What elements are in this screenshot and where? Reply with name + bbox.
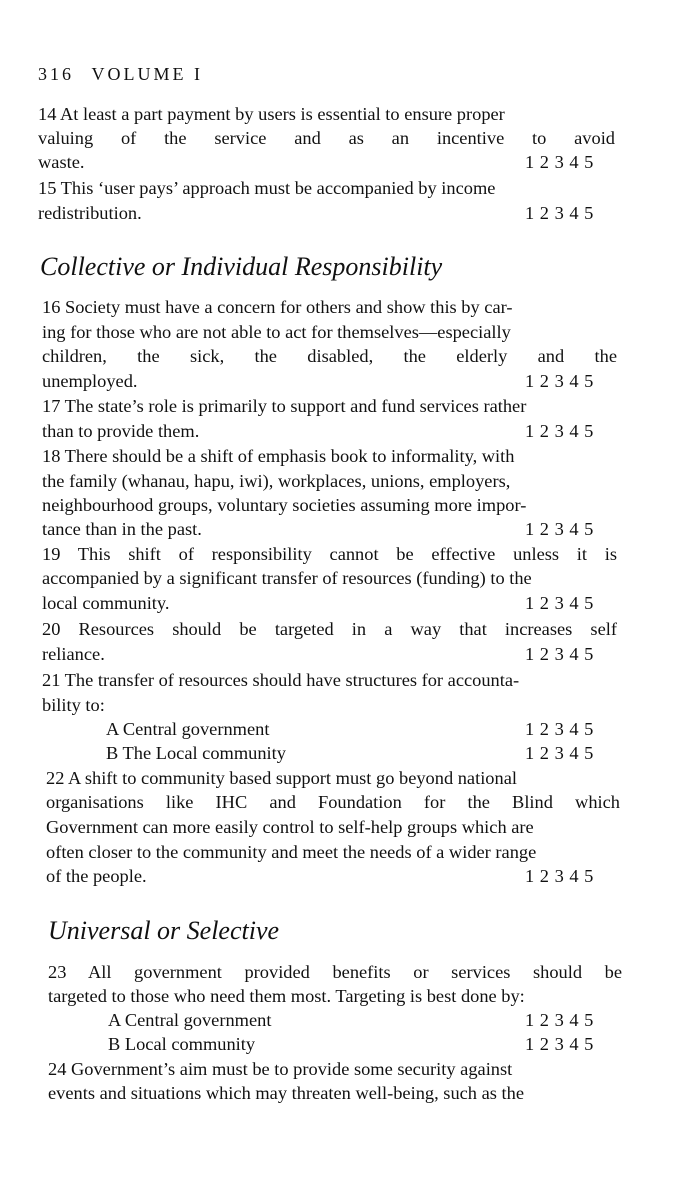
item-21-b-rating-scale: 1 2 3 4 5 [525, 743, 594, 763]
item-16-line-4: unemployed. [42, 371, 138, 391]
item-16-rating-scale: 1 2 3 4 5 [525, 371, 594, 391]
item-22-line-5: of the people. [46, 866, 147, 886]
item-23-line-2: targeted to those who need them most. Targeting is best done by: [48, 986, 525, 1006]
section-heading-universal: Universal or Selective [48, 916, 280, 945]
item-20-rating-scale: 1 2 3 4 5 [525, 644, 594, 664]
item-22-line-4: often closer to the community and meet the needs of a wider range [46, 842, 537, 862]
item-17-line-1: 17 The state’s role is primarily to support and fund services rather [42, 396, 527, 416]
item-17-rating-scale: 1 2 3 4 5 [525, 421, 594, 441]
item-23-line-1: 23 All government provided benefits or services should be [48, 962, 622, 982]
item-15-line-2: redistribution. [38, 203, 142, 223]
item-14-rating-scale: 1 2 3 4 5 [525, 152, 594, 172]
item-22-line-3: Government can more easily control to self-help groups which are [46, 817, 534, 837]
item-14-line-1: 14 At least a part payment by users is essential to ensure proper [38, 104, 505, 124]
item-14-line-2: valuing of the service and as an incentive to avoid [38, 128, 615, 148]
item-18-line-4: tance than in the past. [42, 519, 202, 539]
item-18-line-1: 18 There should be a shift of emphasis book to informality, with [42, 446, 515, 466]
item-21-line-1: 21 The transfer of resources should have structures for accounta- [42, 670, 520, 690]
section-heading-collective: Collective or Individual Responsibility [40, 252, 443, 281]
item-16-line-1: 16 Society must have a concern for others and show this by car- [42, 297, 513, 317]
page-number: 316 [38, 64, 74, 84]
item-19-rating-scale: 1 2 3 4 5 [525, 593, 594, 613]
item-21-line-2: bility to: [42, 695, 105, 715]
item-23-option-b: B Local community [108, 1034, 256, 1054]
item-23-a-rating-scale: 1 2 3 4 5 [525, 1010, 594, 1030]
item-18-line-2: the family (whanau, hapu, iwi), workplaces, unions, employers, [42, 471, 511, 491]
item-16-line-2: ing for those who are not able to act for themselves—especially [42, 322, 511, 342]
item-17-line-2: than to provide them. [42, 421, 200, 441]
item-18-rating-scale: 1 2 3 4 5 [525, 519, 594, 539]
item-22-line-2: organisations like IHC and Foundation for the Blind which [46, 792, 620, 812]
item-22-line-1: 22 A shift to community based support must go beyond national [46, 768, 517, 788]
running-header [38, 62, 203, 86]
item-24-line-2: events and situations which may threaten well-being, such as the [48, 1083, 524, 1103]
item-22-rating-scale: 1 2 3 4 5 [525, 866, 594, 886]
item-14-line-3: waste. [38, 152, 85, 172]
item-15-line-1: 15 This ‘user pays’ approach must be accompanied by income [38, 178, 496, 198]
item-21-a-rating-scale: 1 2 3 4 5 [525, 719, 594, 739]
item-20-line-1: 20 Resources should be targeted in a way that increases self [42, 619, 617, 639]
item-24-line-1: 24 Government’s aim must be to provide some security against [48, 1059, 513, 1079]
item-23-b-rating-scale: 1 2 3 4 5 [525, 1034, 594, 1054]
item-19-line-2: accompanied by a significant transfer of resources (funding) to the [42, 568, 532, 588]
item-19-line-3: local community. [42, 593, 170, 613]
item-15-rating-scale: 1 2 3 4 5 [525, 203, 594, 223]
item-21-option-a: A Central government [106, 719, 270, 739]
item-19-line-1: 19 This shift of responsibility cannot be effective unless it is [42, 544, 617, 564]
item-18-line-3: neighbourhood groups, voluntary societies assuming more impor- [42, 495, 527, 515]
volume-label: VOLUME I [91, 64, 203, 84]
item-21-option-b: B The Local community [106, 743, 286, 763]
item-20-line-2: reliance. [42, 644, 105, 664]
item-16-line-3: children, the sick, the disabled, the elderly and the [42, 346, 617, 366]
item-23-option-a: A Central government [108, 1010, 272, 1030]
